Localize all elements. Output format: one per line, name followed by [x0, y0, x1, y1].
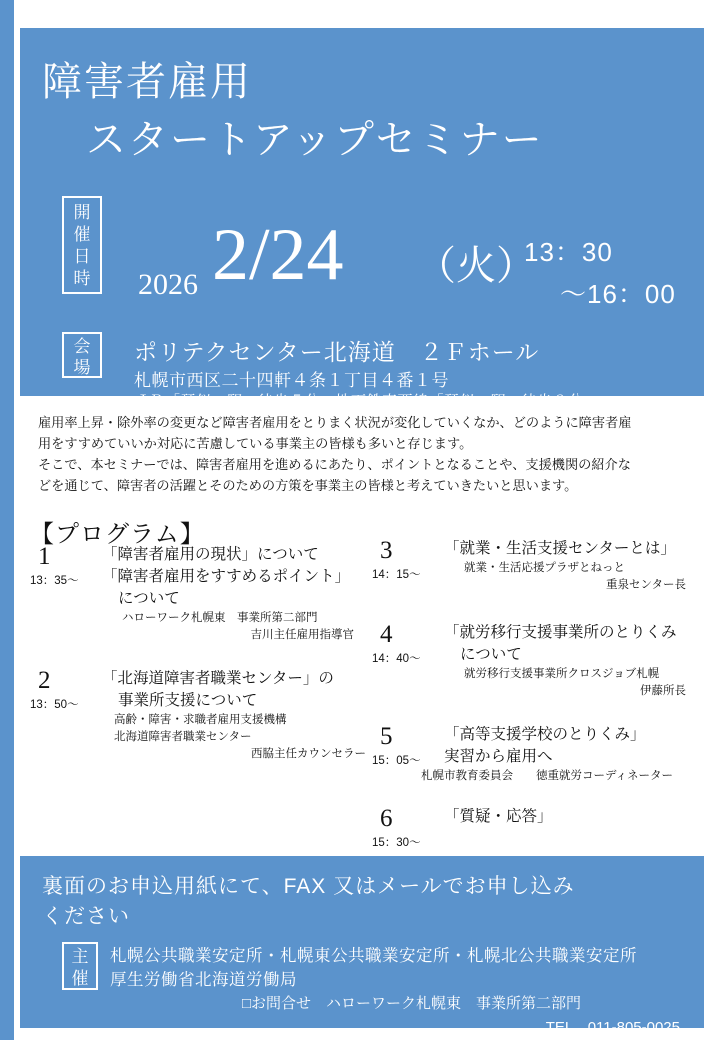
program-column-left — [30, 544, 370, 784]
date-label-char-2: 催 — [73, 225, 91, 244]
program-item-3-title-line1: 「就業・生活支援センターとは」 — [444, 540, 676, 557]
program-item-2-time: 13：50～ — [30, 699, 79, 711]
venue-label-char-1: 会 — [73, 337, 91, 356]
program-item-4-time: 14：40～ — [372, 653, 421, 665]
program-item-6-title-line1: 「質疑・応答」 — [444, 808, 553, 825]
program-item-1-time: 13：35～ — [30, 575, 79, 587]
telephone-line: TEL 011-805-0025 — [545, 1019, 680, 1036]
program-item-1-org-line2: 吉川主任雇用指導官 — [250, 629, 354, 641]
host-label-box — [62, 942, 98, 990]
program-item-5-title — [444, 724, 702, 746]
program-item-3-number: 3 — [380, 537, 393, 564]
event-time-start: 13：30 — [524, 237, 613, 267]
program-item-6-number: 6 — [380, 805, 393, 832]
program-item-3-org-line2: 重泉センター長 — [605, 579, 686, 591]
program-item-2-number: 2 — [38, 667, 51, 694]
date-label-box — [62, 196, 102, 294]
program-item-1-org — [122, 610, 370, 644]
program-item-5-subtitle: 実習から雇用へ — [444, 748, 553, 765]
program-item-4-number: 4 — [380, 621, 393, 648]
event-day-of-week: （火） — [416, 244, 536, 288]
date-label-char-1: 開 — [73, 203, 91, 222]
apply-instruction-line1: 裏面のお申込用紙にて、FAX 又はメールでお申し込み — [42, 875, 575, 898]
program-item-5-time: 15：05～ — [372, 755, 421, 767]
program-item-1-title — [102, 544, 370, 610]
host-label-char-1: 主 — [71, 947, 89, 966]
program-item-1-title-line1: 「障害者雇用の現状」について — [102, 546, 319, 563]
program-item-5-title-line1: 「高等支援学校のとりくみ」 — [444, 726, 646, 743]
program-item-5-number: 5 — [380, 723, 393, 750]
intro-line-1: 雇用率上昇・除外率の変更など障害者雇用をとりまく状況が変化していくなか、どのように障害者雇 — [38, 415, 632, 430]
program-item-6-time: 15：30～ — [372, 837, 421, 849]
intro-line-4: どを通じて、障害者の活躍とそのための方策を事業主の皆様と考えていきたいと思います。 — [38, 478, 578, 493]
program-item-5-org-line1: 札幌市教育委員会 徳重就労コーディネーター — [420, 770, 674, 782]
event-time-end: ～16：00 — [560, 279, 676, 309]
venue-label-char-2: 場 — [73, 358, 91, 377]
program-item-3-org — [464, 560, 702, 594]
program-item-5 — [372, 724, 702, 800]
host-line-2: 厚生労働省北海道労働局 — [110, 971, 297, 989]
program-item-3-time: 14：15～ — [372, 569, 421, 581]
program-item-5-org — [392, 768, 702, 785]
program-item-1 — [30, 544, 370, 662]
intro-line-3: そこで、本セミナーでは、障害者雇用を進めるにあたり、ポイントとなることや、支援機関の紹介な — [38, 457, 631, 472]
program-item-4 — [372, 622, 702, 718]
program-item-1-number: 1 — [38, 543, 51, 570]
program-item-2-title — [102, 668, 370, 712]
seminar-title-line2: スタートアップセミナー — [86, 118, 544, 162]
program-item-2-title-line1: 「北海道障害者職業センター」の — [102, 670, 334, 687]
program-item-4-org-line1: 就労移行支援事業所クロスジョブ札幌 — [464, 668, 660, 680]
program-item-2-org-line1: 高齢・障害・求職者雇用支援機構 — [114, 714, 287, 726]
intro-paragraph — [38, 412, 694, 496]
program-item-6-title — [444, 806, 702, 828]
apply-instruction-line2: ください — [42, 905, 130, 928]
program-item-2-org — [114, 712, 370, 763]
program-item-4-title-line2: について — [460, 646, 522, 663]
program-item-1-org-line1: ハローワーク札幌東 事業所第二部門 — [122, 612, 318, 624]
intro-line-2: 用をすすめていいか対応に苦慮している事業主の皆様も多いと存じます。 — [38, 436, 473, 451]
program-item-4-org — [464, 666, 702, 700]
host-line-1: 札幌公共職業安定所・札幌東公共職業安定所・札幌北公共職業安定所 — [110, 947, 637, 965]
program-item-3-org-line1: 就業・生活応援プラザとねっと — [464, 562, 625, 574]
program-item-1-title-line2: 「障害者雇用をすすめるポイント」 — [102, 568, 351, 585]
contact-line: □お問合せ ハローワーク札幌東 事業所第二部門 — [242, 995, 582, 1012]
event-year: 2026 — [138, 268, 198, 301]
venue-label-box — [62, 332, 102, 378]
program-item-3 — [372, 538, 702, 616]
venue-address: 札幌市西区二十四軒４条１丁目４番１号 — [134, 371, 449, 390]
program-item-1-title-line3: について — [118, 590, 180, 607]
date-label-char-3: 日 — [73, 247, 91, 266]
venue-name: ポリテクセンター北海道 ２Ｆホール — [134, 339, 540, 365]
event-date: 2/24 — [212, 214, 344, 296]
program-column-right — [372, 538, 702, 862]
program-item-2-org-line2: 北海道障害者職業センター — [114, 731, 252, 743]
program-item-4-title — [444, 622, 702, 666]
program-item-2 — [30, 668, 370, 778]
program-item-2-org-line3: 西脇主任カウンセラー — [251, 748, 366, 760]
program-item-4-title-line1: 「就労移行支援事業所のとりくみ — [444, 624, 677, 641]
host-label-char-2: 催 — [71, 969, 89, 988]
venue-access: ＪＲ「琴似」駅 徒歩５分 地下鉄東西線「琴似」駅 徒歩８分 — [134, 393, 584, 410]
header-panel — [20, 28, 704, 410]
program-item-4-org-line2: 伊藤所長 — [640, 685, 686, 697]
program-item-3-title — [444, 538, 702, 560]
footer-panel — [20, 856, 704, 1036]
seminar-title-line1: 障害者雇用 — [42, 60, 252, 104]
program-heading: 【プログラム】 — [30, 521, 205, 548]
program-item-6 — [372, 806, 702, 856]
left-accent-bar — [0, 0, 14, 1040]
date-label-char-4: 時 — [73, 269, 91, 288]
program-item-2-title-line2: 事業所支援について — [118, 692, 258, 709]
